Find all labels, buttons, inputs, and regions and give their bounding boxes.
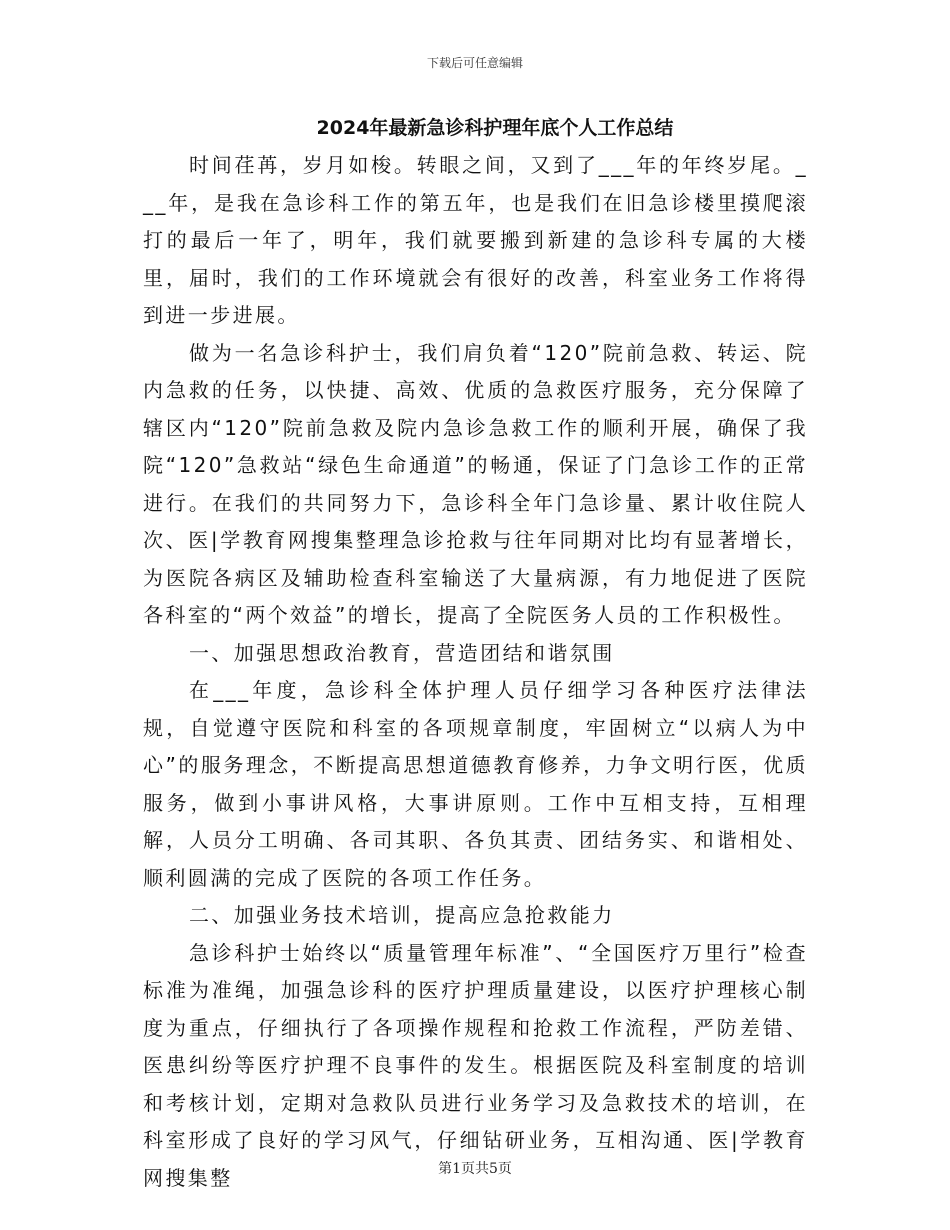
- section-heading-2: 二、加强业务技术培训，提高应急抢救能力: [189, 903, 615, 927]
- paragraph-duties: 做为一名急诊科护士，我们肩负着“120”院前急救、转运、院内急救的任务，以快捷、高效、优质的急救医疗服务，充分保障了辖区内“120”院前急救及院内急诊急救工作的顺利开展，确保了我院“120”急救站“绿色生命通道”的畅通，保证了门急诊工作的正常进行。在我们的共同努力下，急诊科全年门急诊量、累计收住院人次、医|学教育网搜集整理急诊抢救与往年同期对比均有显著增长，为医院各病区及辅助检查科室输送了大量病源，有力地促进了医院各科室的“两个效益”的增长，提高了全院医务人员的工作积极性。: [143, 340, 808, 627]
- paragraph-intro: 时间荏苒，岁月如梭。转眼之间，又到了___年的年终岁尾。___年，是我在急诊科工作的第五年，也是我们在旧急诊楼里摸爬滚打的最后一年了，明年，我们就要搬到新建的急诊科专属的大楼里，届时，我们的工作环境就会有很好的改善，科室业务工作将得到进一步进展。: [143, 153, 808, 327]
- section-heading-1: 一、加强思想政治教育，营造团结和谐氛围: [189, 640, 615, 665]
- document-title: 2024年最新急诊科护理年底个人工作总结: [316, 117, 674, 139]
- header-note: 下载后可任意编辑: [426, 56, 523, 70]
- document-body: [143, 147, 808, 1197]
- paragraph-section-1: 在___年度，急诊科全体护理人员仔细学习各种医疗法律法规，自觉遵守医院和科室的各项规章制度，牢固树立“以病人为中心”的服务理念，不断提高思想道德教育修养，力争文明行医，优质服务，做到小事讲风格，大事讲原则。工作中互相支持，互相理解，人员分工明确、各司其职、各负其责、团结务实、和谐相处、顺利圆满的完成了医院的各项工作任务。: [143, 678, 808, 890]
- paragraph-section-2: 急诊科护士始终以“质量管理年标准”、“全国医疗万里行”检查标准为准绳，加强急诊科的医疗护理质量建设，以医疗护理核心制度为重点，仔细执行了各项操作规程和抢救工作流程，严防差错、医患纠纷等医疗护理不良事件的发生。根据医院及科室制度的培训和考核计划，定期对急救队员进行业务学习及急救技术的培训，在科室形成了良好的学习风气，仔细钻研业务，互相沟通、医|学教育网搜集整: [143, 940, 808, 1190]
- page-number-footer: 第1页共5页: [438, 1161, 512, 1177]
